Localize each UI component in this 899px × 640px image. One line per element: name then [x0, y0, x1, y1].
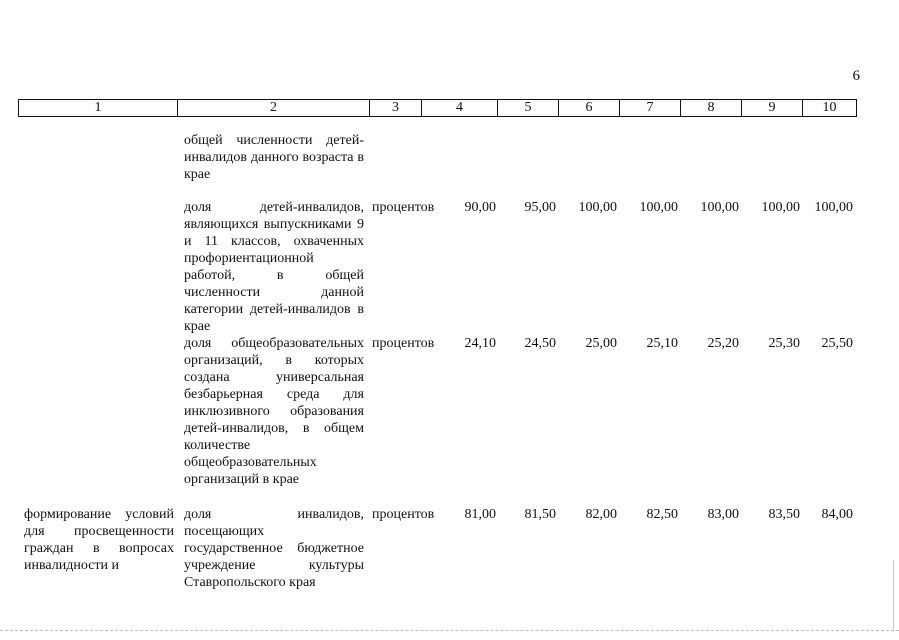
- row-2-unit: процентов: [372, 336, 435, 351]
- row-2-value-col5: 24,50: [524, 336, 556, 351]
- header-col-7: 7: [620, 100, 681, 117]
- row-3-value-col7: 82,50: [646, 507, 678, 522]
- row-2-value-col10: 25,50: [821, 336, 853, 351]
- header-col-9: 9: [742, 100, 803, 117]
- column-number-header: [18, 99, 857, 117]
- row-3-task: формирование условий для просвещенности граждан в вопросах инвалидности и: [24, 507, 174, 573]
- header-col-5: 5: [498, 100, 559, 117]
- row-2-value-col7: 25,10: [646, 336, 678, 351]
- row-1-unit: процентов: [372, 200, 435, 215]
- row-3-value-col4: 81,00: [464, 507, 496, 522]
- row-3-value-col5: 81,50: [524, 507, 556, 522]
- row-3-unit: процентов: [372, 507, 435, 522]
- scan-right-edge: [893, 560, 894, 630]
- row-2-indicator: доля общеобразовательных организаций, в которых создана универсальная безбарьерная среда для инклюзивного образования детей-инвалидов, в общем количестве общеобразовательных организаций в крае: [184, 336, 364, 487]
- row-3-value-col9: 83,50: [768, 507, 800, 522]
- page-number: 6: [852, 68, 860, 84]
- row-1-indicator: доля детей-инвалидов, являющихся выпускниками 9 и 11 классов, охваченных профориентационной работой, в общей численности данной категории детей-инвалидов в крае: [184, 200, 364, 334]
- row-2-value-col8: 25,20: [707, 336, 739, 351]
- header-col-10: 10: [803, 100, 857, 117]
- row-1-value-col9: 100,00: [761, 200, 800, 215]
- scan-edge-line: [0, 630, 899, 631]
- row-1-value-col6: 100,00: [578, 200, 617, 215]
- row-1-value-col10: 100,00: [814, 200, 853, 215]
- header-col-6: 6: [559, 100, 620, 117]
- row-2-value-col9: 25,30: [768, 336, 800, 351]
- row-1-value-col8: 100,00: [700, 200, 739, 215]
- header-col-3: 3: [370, 100, 422, 117]
- header-col-4: 4: [422, 100, 498, 117]
- row-3-value-col8: 83,00: [707, 507, 739, 522]
- row-3-value-col6: 82,00: [585, 507, 617, 522]
- header-col-8: 8: [681, 100, 742, 117]
- row-0-indicator: общей численности детей-инвалидов данного возраста в крае: [184, 133, 364, 182]
- header-col-2: 2: [178, 100, 370, 117]
- row-2-value-col6: 25,00: [585, 336, 617, 351]
- header-col-1: 1: [19, 100, 178, 117]
- row-1-value-col4: 90,00: [464, 200, 496, 215]
- row-1-value-col7: 100,00: [639, 200, 678, 215]
- row-3-indicator: доля инвалидов, посещающих государственное бюджетное учреждение культуры Ставропольского края: [184, 507, 364, 590]
- row-1-value-col5: 95,00: [524, 200, 556, 215]
- row-2-value-col4: 24,10: [464, 336, 496, 351]
- row-3-value-col10: 84,00: [821, 507, 853, 522]
